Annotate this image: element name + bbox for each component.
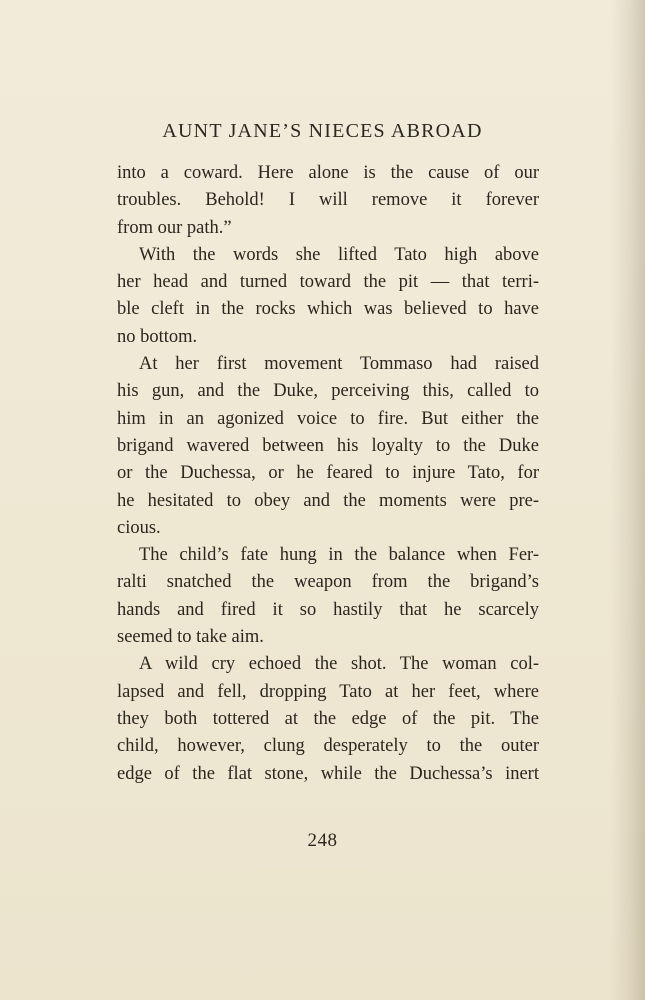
text-line: or the Duchessa, or he feared to injure Tato, for bbox=[117, 463, 539, 484]
body-text bbox=[117, 160, 539, 788]
text-line: A wild cry echoed the shot. The woman col- bbox=[139, 654, 539, 675]
text-line: lapsed and fell, dropping Tato at her feet, where bbox=[117, 681, 539, 702]
text-line: edge of the flat stone, while the Duchessa’s inert bbox=[117, 763, 539, 784]
text-line: his gun, and the Duke, perceiving this, called to bbox=[117, 381, 539, 402]
text-line: With the words she lifted Tato high above bbox=[139, 244, 539, 265]
text-line: ble cleft in the rocks which was believed to have bbox=[117, 299, 539, 320]
running-head: AUNT JANE’S NIECES ABROAD bbox=[162, 120, 483, 142]
text-line: from our path.” bbox=[117, 217, 232, 238]
text-line: into a coward. Here alone is the cause of our bbox=[117, 163, 539, 183]
text-line: The child’s fate hung in the balance when Fer- bbox=[139, 545, 539, 566]
text-line: him in an agonized voice to fire. But either the bbox=[117, 408, 539, 429]
text-line: At her first movement Tommaso had raised bbox=[139, 354, 539, 375]
text-line: child, however, clung desperately to the outer bbox=[117, 736, 539, 757]
text-line: ralti snatched the weapon from the brigand’s bbox=[117, 572, 539, 593]
text-line: brigand wavered between his loyalty to the Duke bbox=[117, 435, 539, 456]
text-line: hands and fired it so hastily that he scarcely bbox=[117, 599, 539, 620]
text-line: troubles. Behold! I will remove it forever bbox=[117, 190, 539, 211]
text-line: her head and turned toward the pit — that terri- bbox=[117, 272, 539, 293]
text-line: they both tottered at the edge of the pit. The bbox=[117, 708, 539, 729]
text-line: no bottom. bbox=[117, 326, 198, 347]
text-line: seemed to take aim. bbox=[117, 627, 264, 648]
text-line: cious. bbox=[117, 517, 161, 538]
text-line: he hesitated to obey and the moments were pre- bbox=[117, 490, 539, 511]
page-number: 248 bbox=[307, 830, 338, 851]
